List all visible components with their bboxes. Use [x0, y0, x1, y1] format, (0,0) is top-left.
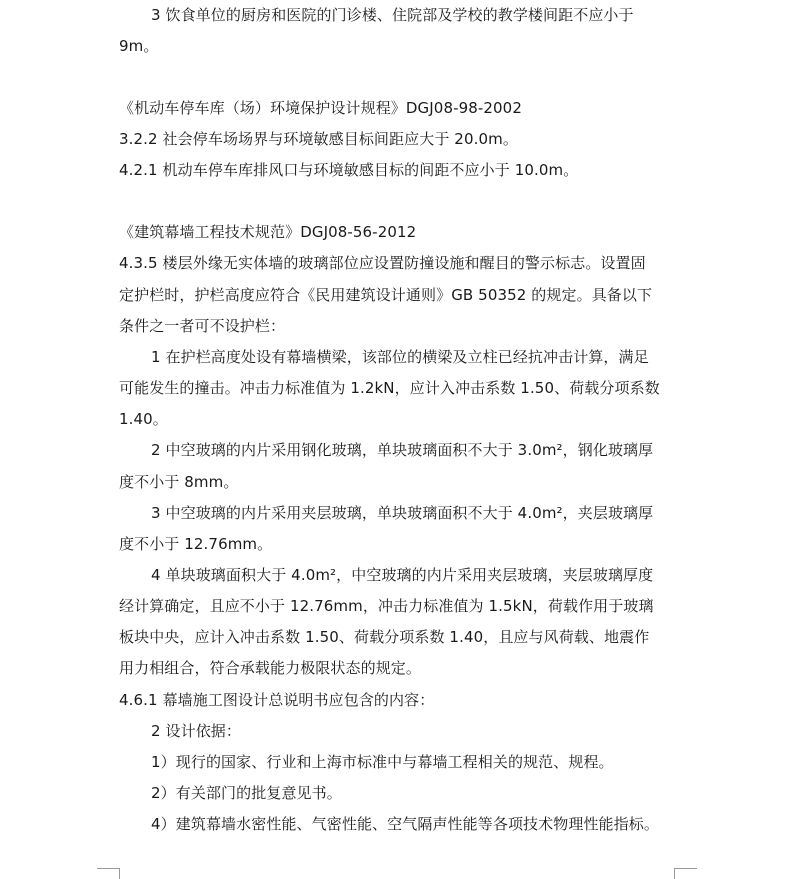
text-line: 1.40。: [119, 410, 168, 428]
section-heading: 《机动车停车库（场）环境保护设计规程》DGJ08-98-2002: [119, 99, 522, 117]
text-line: 1 在护栏高度处设有幕墙横梁，该部位的横梁及立柱已经抗冲击计算，满足: [151, 348, 649, 366]
text-line: 可能发生的撞击。冲击力标准值为 1.2kN，应计入冲击系数 1.50、荷载分项系数: [119, 379, 660, 397]
text-line: 3 中空玻璃的内片采用夹层玻璃，单块玻璃面积不大于 4.0m²，夹层玻璃厚: [151, 504, 654, 522]
text-line: 2 设计依据：: [151, 722, 242, 740]
text-line: 4 单块玻璃面积大于 4.0m²，中空玻璃的内片采用夹层玻璃，夹层玻璃厚度: [151, 566, 654, 584]
text-line: 1）现行的国家、行业和上海市标准中与幕墙工程相关的规范、规程。: [151, 753, 614, 771]
text-line: 2）有关部门的批复意见书。: [151, 784, 342, 802]
text-line: 9m。: [119, 37, 159, 55]
text-line: 条件之一者可不设护栏：: [119, 317, 286, 335]
section-heading: 《建筑幕墙工程技术规范》DGJ08-56-2012: [119, 223, 417, 241]
text-line: 经计算确定，且应不小于 12.76mm，冲击力标准值为 1.5kN，荷载作用于玻璃: [119, 597, 654, 615]
text-line: 2 中空玻璃的内片采用钢化玻璃，单块玻璃面积不大于 3.0m²，钢化玻璃厚: [151, 441, 654, 459]
text-line: 3 饮食单位的厨房和医院的门诊楼、住院部及学校的教学楼间距不应小于: [151, 6, 634, 24]
page-corner-mark-left: [97, 868, 120, 879]
text-line: 板块中央，应计入冲击系数 1.50、荷载分项系数 1.40，且应与风荷载、地震作: [119, 628, 650, 646]
text-line: 3.2.2 社会停车场场界与环境敏感目标间距应大于 20.0m。: [119, 130, 518, 148]
text-line: 4.6.1 幕墙施工图设计总说明书应包含的内容：: [119, 691, 435, 709]
text-line: 4.2.1 机动车停车库排风口与环境敏感目标的间距不应小于 10.0m。: [119, 161, 579, 179]
text-line: 度不小于 12.76mm。: [119, 535, 273, 553]
text-line: 4.3.5 楼层外缘无实体墙的玻璃部位应设置防撞设施和醒目的警示标志。设置固: [119, 254, 646, 272]
page-corner-mark-right: [674, 868, 697, 879]
text-line: 用力相组合，符合承载能力极限状态的规定。: [119, 659, 422, 677]
text-line: 4）建筑幕墙水密性能、气密性能、空气隔声性能等各项技术物理性能指标。: [151, 815, 659, 833]
text-line: 度不小于 8mm。: [119, 473, 239, 491]
text-line: 定护栏时，护栏高度应符合《民用建筑设计通则》GB 50352 的规定。具备以下: [119, 286, 653, 304]
